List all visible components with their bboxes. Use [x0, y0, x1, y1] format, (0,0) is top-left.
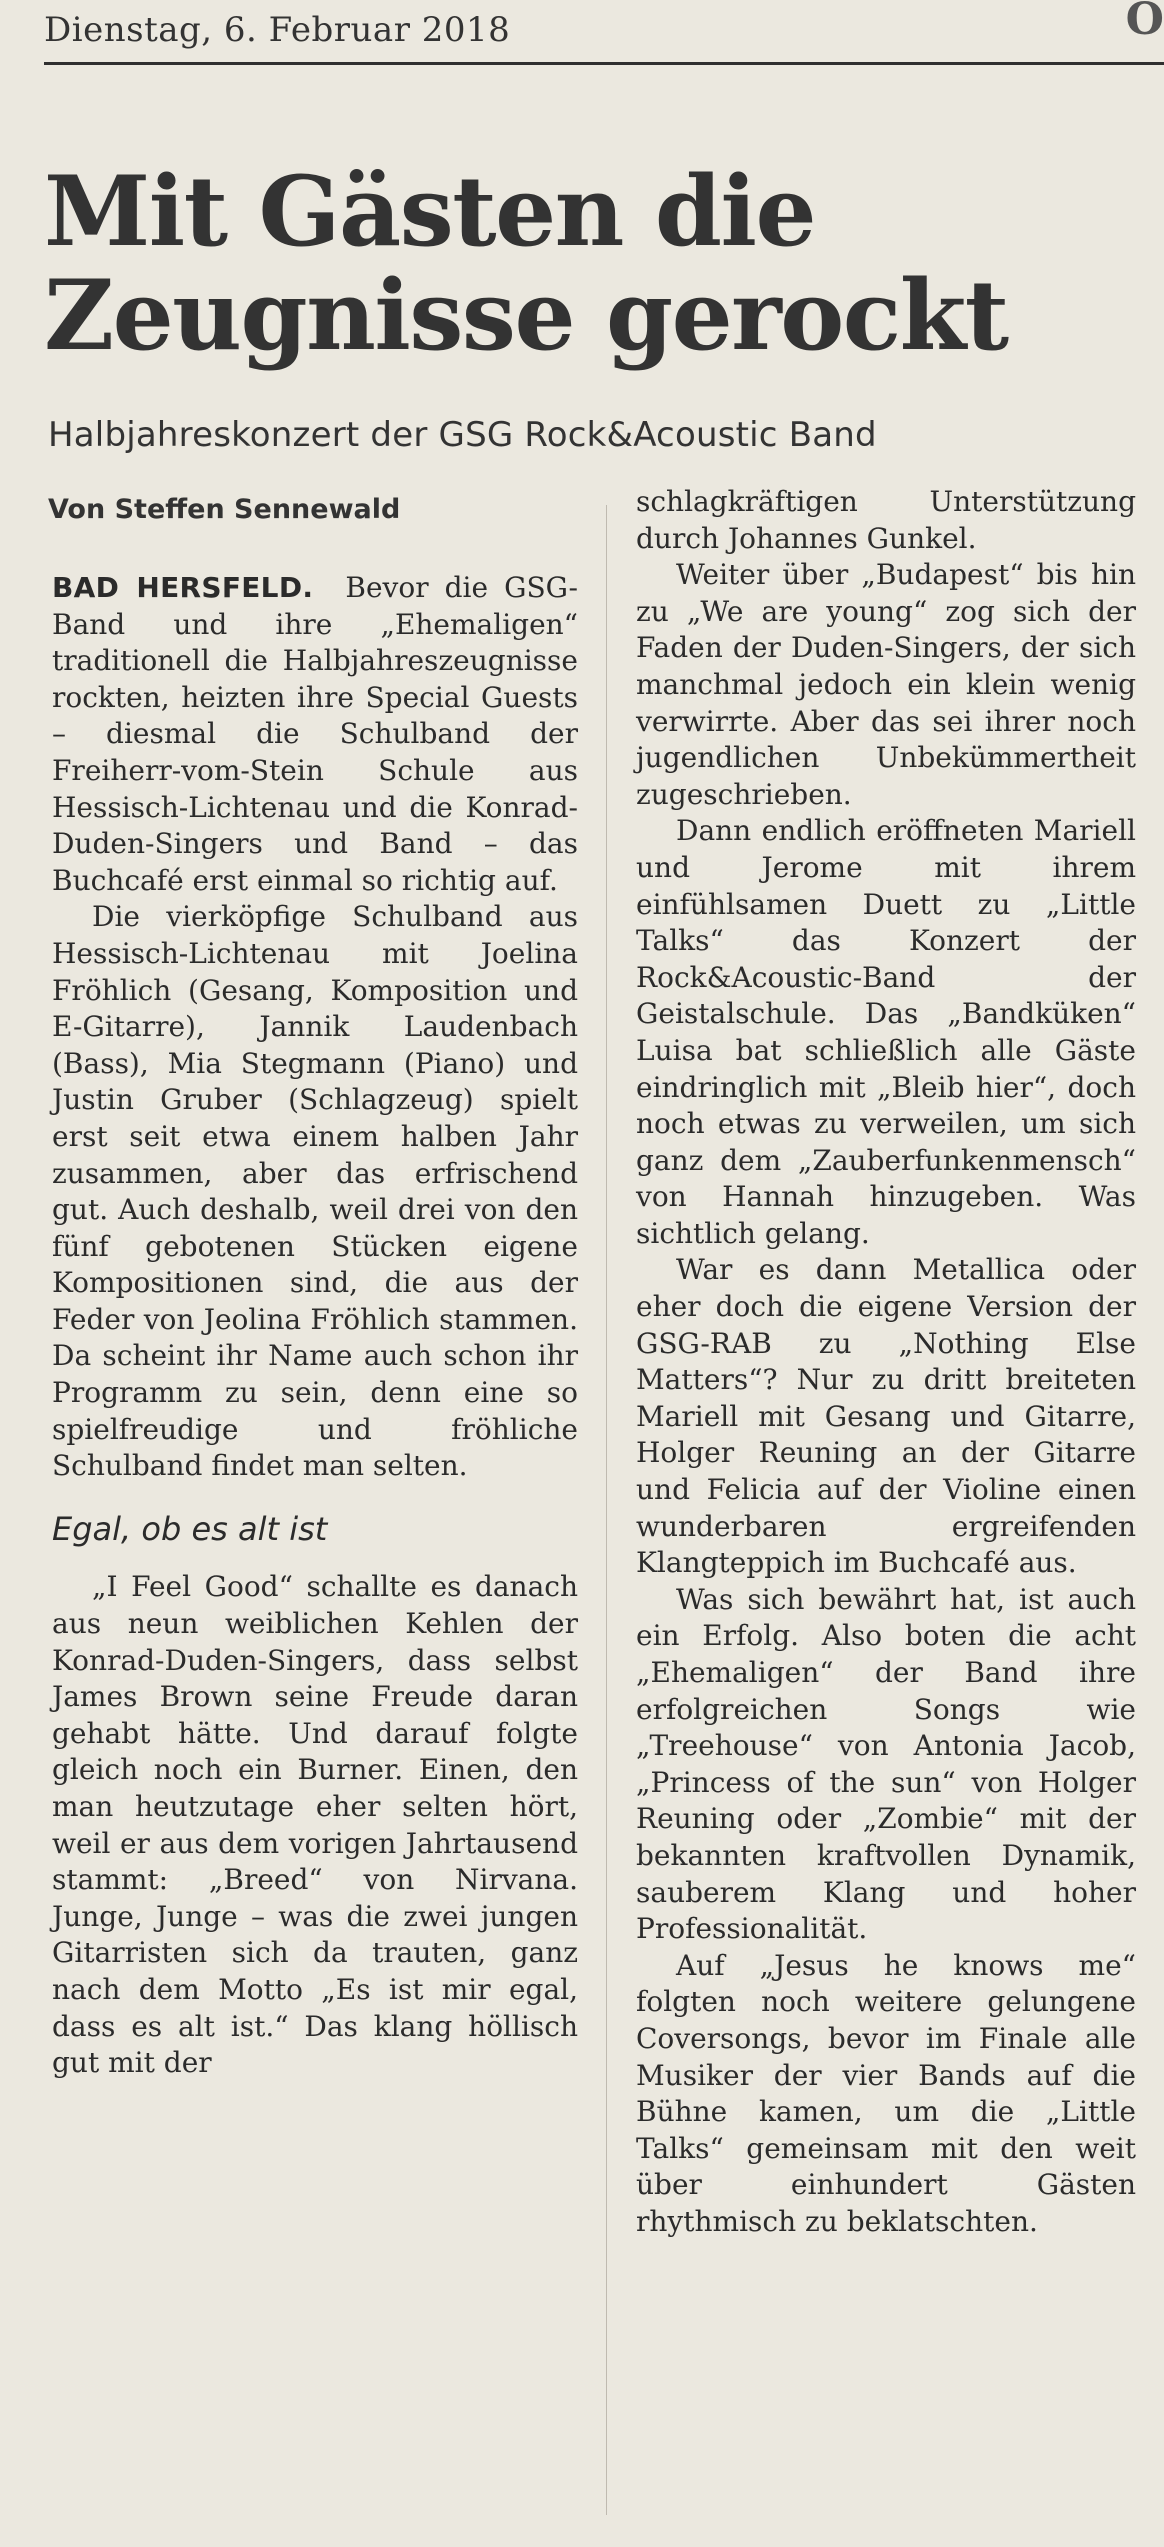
headline-line-2: Zeugnisse gerockt — [44, 258, 1008, 372]
article-column-right — [636, 484, 1136, 2241]
issue-date: Dienstag, 6. Februar 2018 — [44, 10, 511, 50]
header-rule — [44, 62, 1164, 65]
body-paragraph: War es dann Metallica oder eher doch die eigene Version der GSG-RAB zu „Nothing Else Matters“? Nur zu dritt breiteten Mariell mit Gesang und Gitarre, Holger Reuning an der Gitarre und Felicia auf der Violine einen wunderbaren ergreifenden Klangteppich im Buchcafé aus. — [636, 1253, 1136, 1580]
lead-paragraph — [52, 570, 578, 899]
body-paragraph: „I Feel Good“ schallte es danach aus neun weiblichen Kehlen der Konrad-Duden-Singers, dass selbst James Brown seine Freude daran gehabt hätte. Und darauf folgte gleich noch ein Burner. Einen, den man heutzutage eher selten hört, weil er aus dem vorigen Jahrtausend stammt: „Breed“ von Nirvana. Junge, Junge – was die zwei jungen Gitarristen sich da trauten, ganz nach dem Motto „Es ist mir egal, dass es alt ist.“ Das klang höllisch gut mit der — [52, 1570, 578, 2080]
body-paragraph: Was sich bewährt hat, ist auch ein Erfolg. Also boten die acht „Ehemaligen“ der Band ihre erfolgreichen Songs wie „Treehouse“ von Antonia Jacob, „Princess of the sun“ von Holger Reuning oder „Zombie“ mit der bekannten kraftvollen Dynamik, sauberem Klang und hoher Professionalität. — [636, 1582, 1136, 1946]
page-corner-letter: O — [1125, 0, 1164, 45]
body-paragraph: Weiter über „Budapest“ bis hin zu „We are young“ zog sich der Faden der Duden-Singers, der sich manchmal jedoch ein klein wenig verwirrte. Aber das sei ihrer noch jugendlichen Unbekümmertheit zugeschrieben. — [636, 558, 1136, 811]
continued-paragraph: schlagkräftigen Unterstützung durch Johannes Gunkel. — [636, 485, 1136, 555]
article-byline: Von Steffen Sennewald — [48, 494, 401, 525]
article-subheadline: Halbjahreskonzert der GSG Rock&Acoustic Band — [48, 415, 877, 455]
article-column-left — [52, 570, 578, 2082]
lead-paragraph-text: Bevor die GSG-Band und ihre „Ehemaligen“ traditionell die Halbjahreszeugnisse rockten, heizten ihre Special Guests – diesmal die Schulband der Freiherr-vom-Stein Schule aus Hessisch-Lichtenau und die Konrad-Duden-Singers und Band – das Buchcafé erst einmal so richtig auf. — [52, 571, 578, 897]
headline-line-1: Mit Gästen die — [44, 155, 816, 268]
crosshead: Egal, ob es alt ist — [52, 1509, 328, 1548]
body-paragraph: Die vierköpfige Schulband aus Hessisch-Lichtenau mit Joelina Fröhlich (Gesang, Komposition und E-Gitarre), Jannik Laudenbach (Bass), Mia Stegmann (Piano) und Justin Gruber (Schlagzeug) spielt erst seit etwa einem halben Jahr zusammen, aber das erfrischend gut. Auch deshalb, weil drei von den fünf gebotenen Stücken eigene Kompositionen sind, die aus der Feder von Jeolina Fröhlich stammen. Da scheint ihr Name auch schon ihr Programm zu sein, denn eine so spielfreudige und fröhliche Schulband findet man selten. — [52, 900, 578, 1483]
article-headline — [44, 155, 1154, 372]
body-paragraph: Auf „Jesus he knows me“ folgten noch weitere gelungene Coversongs, bevor im Finale alle Musiker der vier Bands auf die Bühne kamen, um die „Little Talks“ gemeinsam mit den weit über einhundert Gästen rhythmisch zu beklatschten. — [636, 1948, 1136, 2238]
dateline-kicker: BAD HERSFELD. — [52, 571, 314, 604]
body-paragraph: Dann endlich eröffneten Mariell und Jerome mit ihrem einfühlsamen Duett zu „Little Talks“ das Konzert der Rock&Acoustic-Band der Geistalschule. Das „Bandküken“ Luisa bat schließlich alle Gäste eindringlich mit „Bleib hier“, doch noch etwas zu verweilen, um sich ganz dem „Zauberfunkenmensch“ von Hannah hinzugeben. Was sichtlich gelang. — [636, 814, 1136, 1250]
column-divider — [606, 505, 607, 2515]
